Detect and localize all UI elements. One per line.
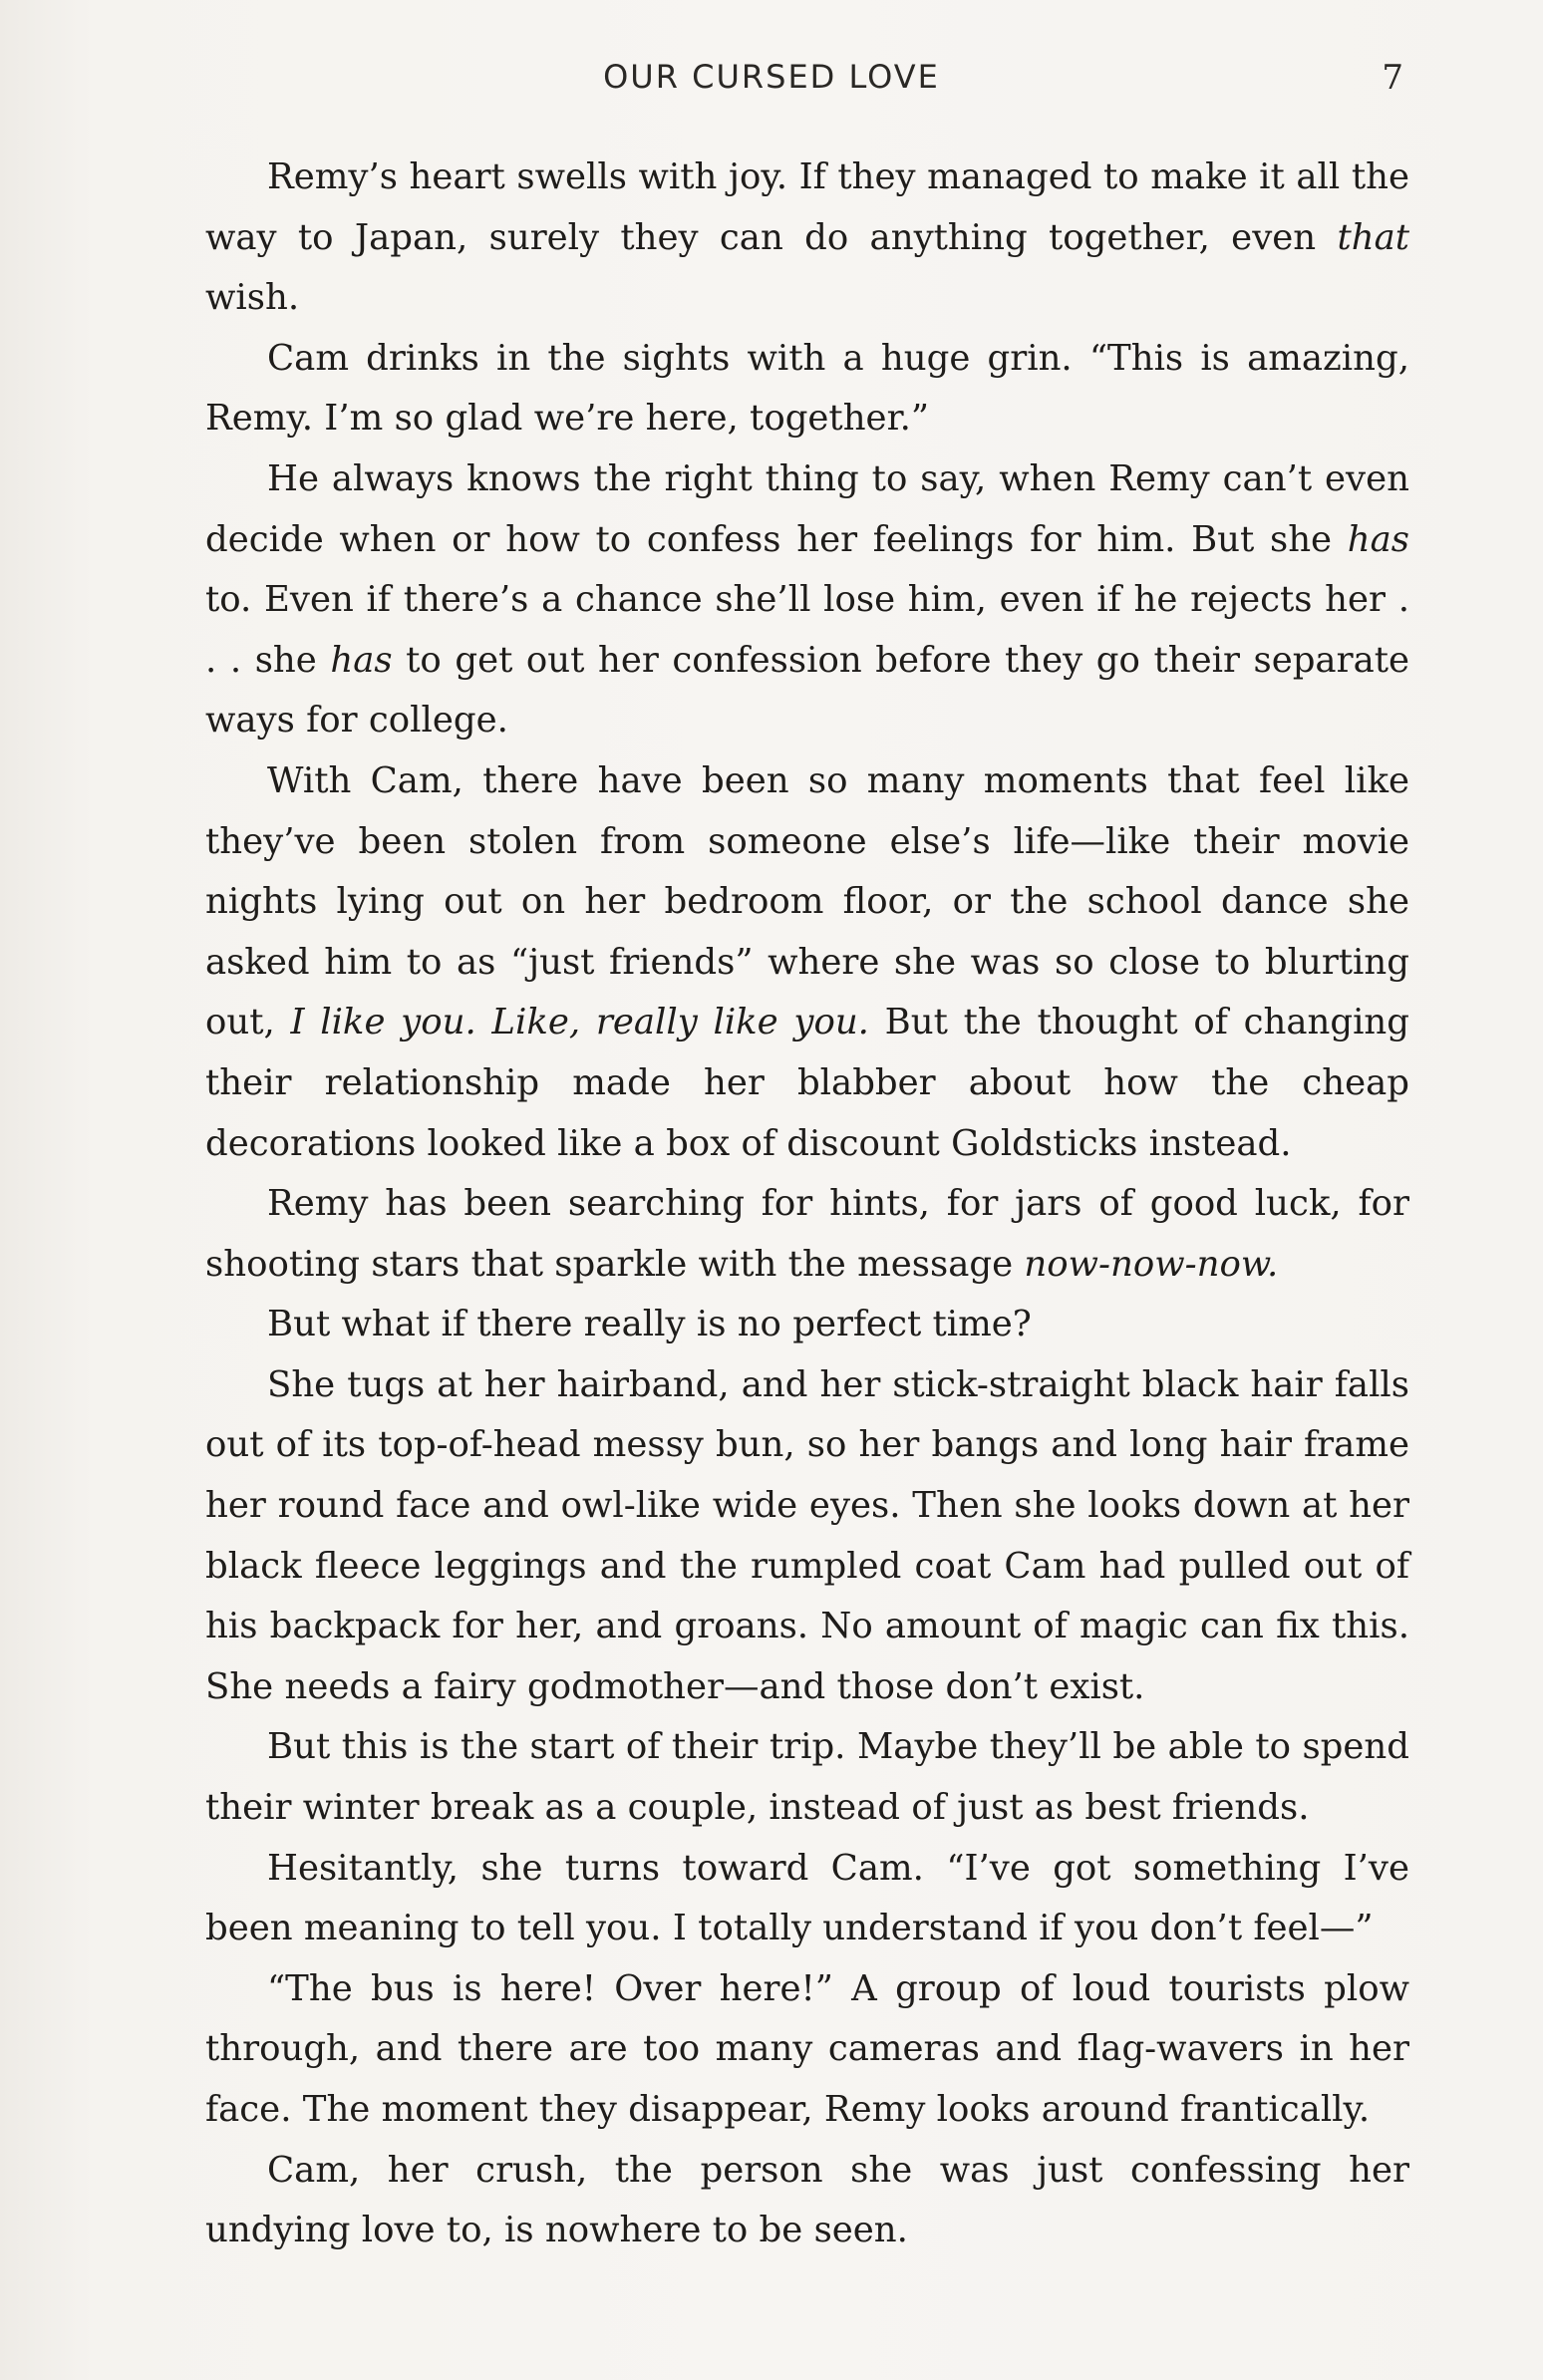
paragraph	[205, 449, 1409, 751]
text-run: to get out her confession before they go their separate ways for college.	[205, 639, 1410, 742]
text-run: He always knows the right thing to say, when Remy can’t even decide when or how to confess her feelings for him. But she	[205, 457, 1409, 560]
emphasis-text: has	[330, 639, 393, 681]
emphasis-text: now-now-now.	[1024, 1243, 1279, 1285]
text-run: Remy has been searching for hints, for jars of good luck, for shooting stars that sparkle with the message	[205, 1183, 1409, 1285]
running-head	[0, 58, 1543, 108]
page-number: 7	[1382, 58, 1403, 98]
text-run: wish.	[205, 277, 300, 319]
paragraph	[205, 1355, 1409, 1718]
paragraph	[205, 1295, 1409, 1355]
text-run: But this is the start of their trip. Maybe they’ll be able to spend their winter break as a couple, instead of just as best friends.	[205, 1726, 1409, 1829]
paragraph	[205, 1959, 1409, 2141]
body-text	[205, 148, 1409, 2261]
paragraph	[205, 148, 1409, 329]
text-run: But the thought of changing their relationship made her blabber about how the cheap decorations looked like a box of discount Goldsticks instead.	[205, 1002, 1410, 1164]
text-run: With Cam, there have been so many moments that feel like they’ve been stolen from someone else’s life—like their movie nights lying out on her bedroom floor, or the school dance she asked him to as “just friends” where she was so close to blurting out,	[205, 759, 1409, 1043]
paragraph	[205, 751, 1409, 1174]
text-run: to. Even if there’s a chance she’ll lose him, even if he rejects her . . . she	[205, 579, 1409, 681]
text-run: Cam, her crush, the person she was just confessing her undying love to, is nowhere to be seen.	[205, 2149, 1409, 2251]
emphasis-text: has	[1347, 518, 1409, 560]
text-run: Remy’s heart swells with joy. If they managed to make it all the way to Japan, surely they can do anything together, even	[205, 156, 1409, 258]
running-title: OUR CURSED LOVE	[603, 58, 940, 96]
paragraph	[205, 1839, 1409, 1959]
text-run: “The bus is here! Over here!” A group of loud tourists plow through, and there are too many cameras and flag-wavers in her face. The moment they disappear, Remy looks around frantically.	[205, 1967, 1409, 2130]
paragraph	[205, 329, 1409, 449]
text-run: But what if there really is no perfect time?	[267, 1304, 1032, 1345]
paragraph	[205, 1174, 1409, 1295]
emphasis-text: I like you. Like, really like you.	[290, 1002, 869, 1043]
text-run: She tugs at her hairband, and her stick-straight black hair falls out of its top-of-head messy bun, so her bangs and long hair frame her round face and owl-like wide eyes. Then she looks down at her black fleece leggings and the rumpled coat Cam had pulled out of his backpack for her, and groans. No amount of magic can fix this. She needs a fairy godmother—and those don’t exist.	[205, 1363, 1409, 1707]
paragraph	[205, 1717, 1409, 1838]
paragraph	[205, 2141, 1409, 2261]
text-run: Cam drinks in the sights with a huge grin. “This is amazing, Remy. I’m so glad we’re here, together.”	[205, 337, 1409, 440]
text-run: Hesitantly, she turns toward Cam. “I’ve got something I’ve been meaning to tell you. I totally understand if you don’t feel—”	[205, 1847, 1409, 1949]
emphasis-text: that	[1337, 216, 1409, 258]
